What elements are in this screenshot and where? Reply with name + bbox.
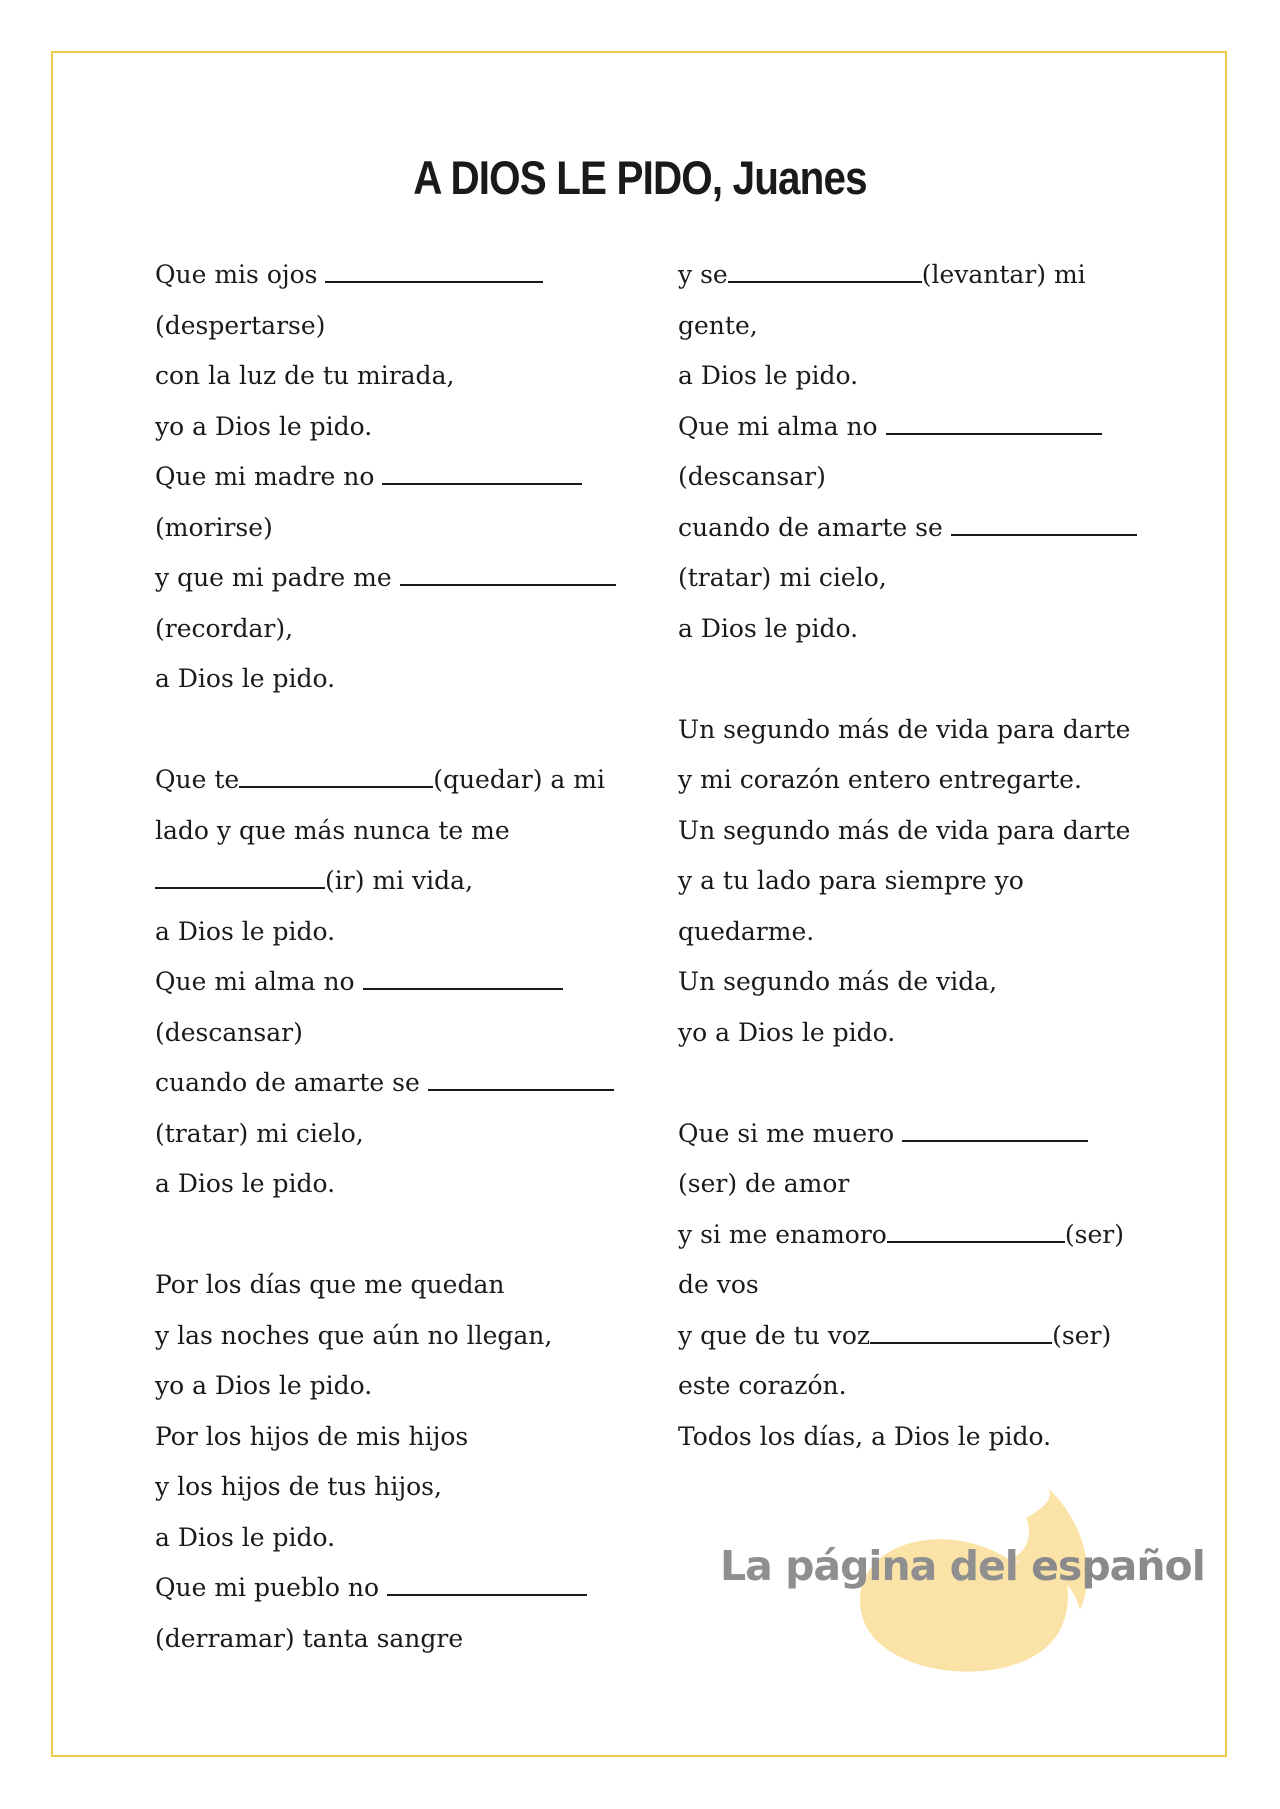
lyric-line: Por los hijos de mis hijos (155, 1421, 469, 1451)
lyric-line: y se (levantar) mi (678, 260, 1086, 289)
lyric-line: y que mi padre me (155, 553, 615, 604)
lyric-line: yo a Dios le pido. (155, 411, 373, 441)
lyric-line: a Dios le pido. (155, 916, 336, 946)
lyric-line: cuando de amarte se (155, 1058, 615, 1109)
lyric-line: (tratar) mi cielo, (678, 563, 887, 592)
lyric-line: (ir) mi vida, (155, 856, 615, 907)
lyric-line: (derramar) tanta sangre (155, 1623, 464, 1653)
lyric-line: a Dios le pido. (678, 361, 859, 390)
logo-text: La página del español (720, 1542, 1205, 1590)
fill-blank[interactable] (951, 514, 1137, 536)
lyric-line: Un segundo más de vida, (678, 967, 998, 996)
lyric-line: (despertarse) (155, 310, 326, 340)
fill-blank[interactable] (902, 1120, 1088, 1142)
lyric-line: y a tu lado para siempre yo (678, 866, 1024, 895)
fill-blank[interactable] (382, 463, 582, 485)
lyric-line: cuando de amarte se (678, 503, 1148, 554)
lyric-line: Que te (quedar) a mi (155, 765, 605, 794)
lyric-line: (morirse) (155, 512, 273, 542)
lyric-line: y mi corazón entero entregarte. (678, 765, 1082, 794)
fill-blank[interactable] (325, 261, 543, 283)
fill-blank[interactable] (887, 1221, 1065, 1243)
lyric-line: a Dios le pido. (678, 613, 859, 643)
fill-blank[interactable] (239, 766, 433, 788)
lyric-line: Que mi madre no (155, 452, 615, 503)
lyric-line: a Dios le pido. (155, 1169, 336, 1198)
lyric-line: Que mi alma no (155, 957, 615, 1008)
lyric-line: Todos los días, a Dios le pido. (678, 1421, 1052, 1451)
fill-blank[interactable] (387, 1574, 587, 1596)
lyric-line: Que mi pueblo no (155, 1563, 615, 1614)
fill-blank[interactable] (428, 1069, 614, 1091)
lyrics-left-column (155, 250, 615, 1664)
lyric-line: Que mis ojos (155, 250, 615, 301)
lyric-line: yo a Dios le pido. (678, 1017, 896, 1047)
lyric-line: gente, (678, 310, 758, 340)
lyric-line: quedarme. (678, 916, 815, 946)
lyric-line: y que de tu voz (ser) (678, 1320, 1112, 1350)
lyric-line: (recordar), (155, 613, 294, 643)
lyric-line: (descansar) (155, 1017, 303, 1047)
fill-blank[interactable] (728, 261, 922, 283)
lyric-line: (ser) de amor (678, 1169, 850, 1198)
fill-blank[interactable] (363, 968, 563, 990)
lyric-line: Que mi alma no (678, 402, 1148, 453)
lyrics-right-column (678, 250, 1148, 1462)
lyric-line: a Dios le pido. (155, 664, 336, 693)
fill-blank[interactable] (400, 564, 616, 586)
lyric-line: este corazón. (678, 1371, 847, 1400)
lyric-line: Un segundo más de vida para darte (678, 815, 1131, 845)
fill-blank[interactable] (870, 1322, 1052, 1344)
lyric-line: de vos (678, 1270, 759, 1299)
lyric-line: (descansar) (678, 462, 826, 491)
lyric-line: Un segundo más de vida para darte (678, 714, 1131, 744)
lyric-line: (tratar) mi cielo, (155, 1118, 364, 1148)
lyric-line: a Dios le pido. (155, 1522, 336, 1552)
lyric-line: lado y que más nunca te me (155, 815, 510, 845)
lyric-line: Que si me muero (678, 1109, 1148, 1160)
lyric-line: con la luz de tu mirada, (155, 361, 455, 390)
lyric-line: Por los días que me quedan (155, 1270, 505, 1299)
fill-blank[interactable] (155, 867, 325, 889)
lyric-line: y las noches que aún no llegan, (155, 1320, 553, 1350)
page-title: A DIOS LE PIDO, Juanes (413, 151, 867, 204)
lyric-line: y los hijos de tus hijos, (155, 1472, 442, 1501)
fill-blank[interactable] (886, 413, 1102, 435)
lyric-line: yo a Dios le pido. (155, 1371, 373, 1400)
lyric-line: y si me enamoro (ser) (678, 1219, 1124, 1249)
logo (710, 1480, 1205, 1680)
